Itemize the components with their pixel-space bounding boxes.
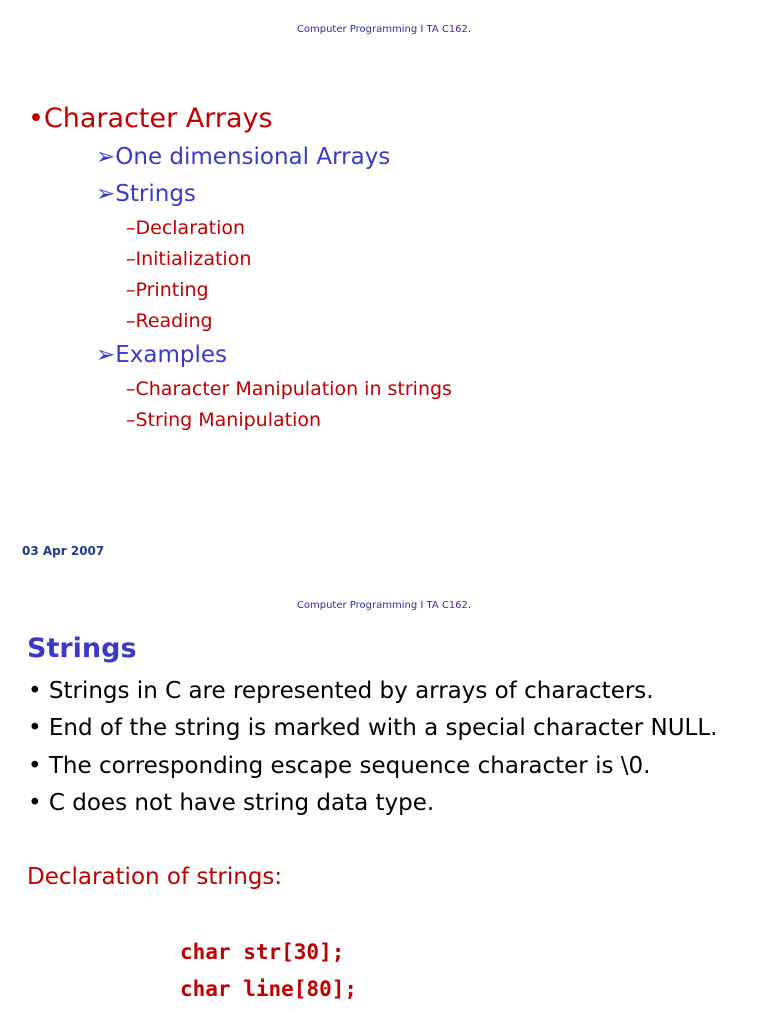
bullet-text: • C does not have string data type.	[28, 790, 435, 816]
outline-item: ➢One dimensional Arrays	[96, 144, 391, 170]
outline-item: ➢Strings	[96, 181, 196, 207]
outline-subitem: –Printing	[126, 279, 209, 301]
bullet-text: • The corresponding escape sequence character is \0.	[28, 753, 651, 779]
slide-title: •Character Arrays	[28, 103, 273, 134]
bullet-text: • Strings in C are represented by arrays of characters.	[28, 678, 654, 704]
slide-heading: Strings	[27, 633, 137, 664]
slide-strings	[0, 576, 768, 1024]
slide-date: 03 Apr 2007	[22, 544, 105, 558]
code-line: char line[80];	[180, 977, 358, 1001]
outline-item: ➢Examples	[96, 342, 228, 368]
outline-subitem: –Character Manipulation in strings	[126, 378, 452, 400]
declaration-label: Declaration of strings:	[27, 864, 283, 890]
outline-subitem: –String Manipulation	[126, 409, 322, 431]
code-line: char str[30];	[180, 940, 345, 964]
course-header: Computer Programming I TA C162.	[296, 24, 472, 35]
outline-subitem: –Reading	[126, 310, 213, 332]
outline-subitem: –Declaration	[126, 217, 246, 239]
outline-subitem: –Initialization	[126, 248, 252, 270]
bullet-text: • End of the string is marked with a special character NULL.	[28, 715, 718, 741]
course-header: Computer Programming I TA C162.	[296, 600, 472, 611]
